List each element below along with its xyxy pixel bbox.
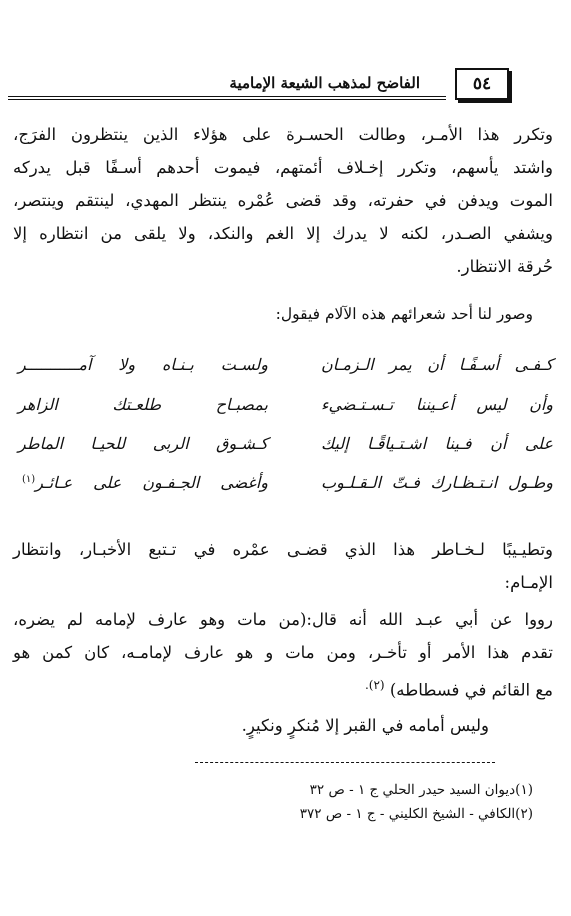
paragraph-line: واشتد يأسهم، وتكرر إخـلاف أئمتهم، فيموت أحدهم أسـفًا قبل يدركه — [13, 158, 553, 177]
paragraph-line: ويشفي الصـدر، لكنه لا يدرك إلا الغم والنكد، ولا يلقى من انتظاره إلا — [13, 224, 553, 243]
footnote-marker: (٢). — [364, 678, 385, 692]
poem-hemistich-left: ولسـت بـنـاه ولا آمـــــــــــر — [18, 355, 268, 374]
poem-hemistich-right: وأن ليس أعـيننا تـسـتـضيء — [321, 395, 553, 414]
footnote-1: (١)ديوان السيد حيدر الحلي ج ١ - ص ٣٢ — [309, 782, 533, 798]
poem-hemistich-right: كـفـى أسـفًـا أن يمر الـزمـان — [321, 355, 553, 374]
paragraph-3 — [13, 603, 553, 707]
poem-hemistich-left-last — [18, 473, 268, 492]
paragraph-line: مع القائم في فسطاطه) — [389, 680, 553, 700]
paragraph-1 — [13, 118, 553, 283]
footnote-2: (٢)الكافي - الشيخ الكليني - ج ١ - ص ٣٧٢ — [299, 806, 533, 822]
header-rule — [8, 96, 446, 97]
header-rule-double — [8, 99, 446, 100]
poem-hemistich-right: وطـول انـتـظـارك فـتّ الـقـلـوب — [321, 473, 553, 492]
paragraph-line-last — [13, 669, 553, 707]
paragraph-line: الموت ويدفن في حفرته، وقد قضى عُمْره ينتظر المهدي، لينتقم وينتصر، — [13, 191, 553, 210]
poem-hemistich-left: كـشـوق الربى للحيـا الماطر — [18, 434, 268, 453]
poem-hemistich-left: بمصبـاح طلعـتك الزاهر — [18, 395, 268, 414]
poem-hemistich-right: على أن فـينا اشـتـياقًـا إليك — [321, 434, 553, 453]
footnote-separator — [195, 762, 495, 763]
paragraph-4: وليس أمامه في القبر إلا مُنكرٍ ونكيرٍ. — [241, 716, 489, 735]
poem-intro: وصور لنا أحد شعرائهم هذه الآلام فيقول: — [275, 305, 533, 323]
page-number: ٥٤ — [472, 73, 492, 94]
paragraph-line: وتطيـيبًا لـخـاطر هذا الذي قضـى عمْره في تـتبع الأخبـار، وانتظار — [13, 540, 553, 559]
paragraph-line: تقدم هذا الأمر أو تأخـر، ومن مات و هو عارف لإمامـه، كان كمن هو — [13, 643, 553, 662]
footnote-marker: (١) — [22, 473, 36, 485]
paragraph-line: الإمـام: — [504, 573, 553, 592]
paragraph-line: رووا عن أبي عبـد الله أنه قال:(من مات وهو عارف لإمامه لم يضره، — [13, 610, 553, 629]
paragraph-line: حُرقة الانتظار. — [456, 257, 553, 276]
running-header-title: الفاضح لمذهب الشيعة الإمامية — [229, 74, 420, 92]
page-number-box — [455, 68, 509, 100]
paragraph-2 — [13, 533, 553, 599]
paragraph-line: وتكرر هذا الأمـر، وطالت الحسـرة على هؤلاء الذين ينتظرون الفرَج، — [13, 125, 553, 144]
poem-hemistich-left: وأغضى الجـفـون على عـائـر — [35, 473, 268, 492]
